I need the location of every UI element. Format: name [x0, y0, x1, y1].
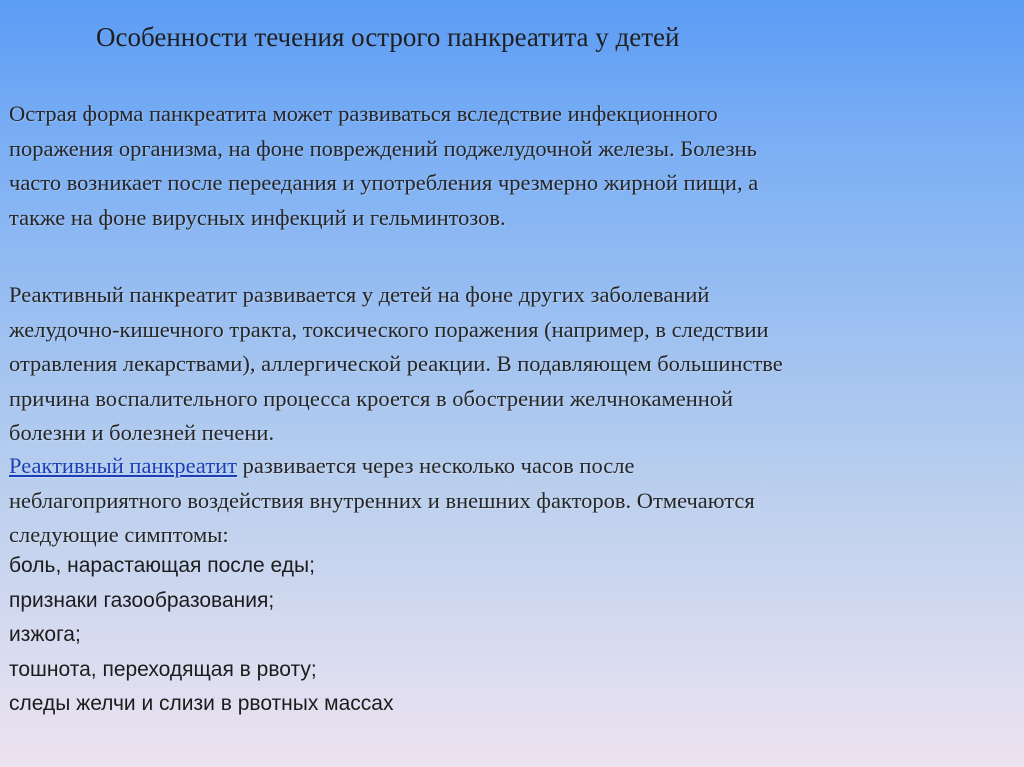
text-line: желудочно-кишечного тракта, токсического поражения (например, в следствии — [9, 316, 769, 342]
symptom-item: тошнота, переходящая в рвоту; — [9, 657, 317, 681]
paragraph-reactive-symptoms-intro — [9, 449, 755, 553]
symptom-item: следы желчи и слизи в рвотных массах — [9, 692, 394, 715]
text-line: часто возникает после переедания и употребления чрезмерно жирной пищи, а — [9, 170, 759, 195]
paragraph-reactive-causes — [9, 278, 783, 451]
slide-title: Особенности течения острого панкреатита у детей — [96, 22, 680, 52]
symptom-item: изжога; — [9, 623, 81, 646]
text-line: причина воспалительного процесса кроется в обострении желчнокаменной — [9, 385, 734, 411]
paragraph-acute-form — [9, 97, 758, 235]
text-fragment: развивается через несколько часов после — [237, 453, 635, 478]
text-line: следующие симптомы: — [9, 522, 229, 547]
text-line — [9, 449, 755, 484]
symptom-item: признаки газообразования; — [9, 588, 275, 612]
symptom-item: боль, нарастающая после еды; — [9, 554, 315, 577]
text-line: отравления лекарствами), аллергической реакции. В подавляющем большинстве — [9, 351, 783, 376]
text-line: поражения организма, на фоне повреждений поджелудочной железы. Болезнь — [9, 135, 757, 161]
text-line: Острая форма панкреатита может развиваться вследствие инфекционного — [9, 101, 718, 126]
text-line: болезни и болезней печени. — [9, 420, 275, 445]
text-line: Реактивный панкреатит развивается у детей на фоне других заболеваний — [9, 282, 710, 307]
symptoms-list — [9, 549, 393, 722]
reactive-pancreatitis-link[interactable]: Реактивный панкреатит — [9, 453, 238, 478]
text-line: неблагоприятного воздействия внутренних и внешних факторов. Отмечаются — [9, 487, 755, 513]
text-line: также на фоне вирусных инфекций и гельминтозов. — [9, 204, 506, 230]
